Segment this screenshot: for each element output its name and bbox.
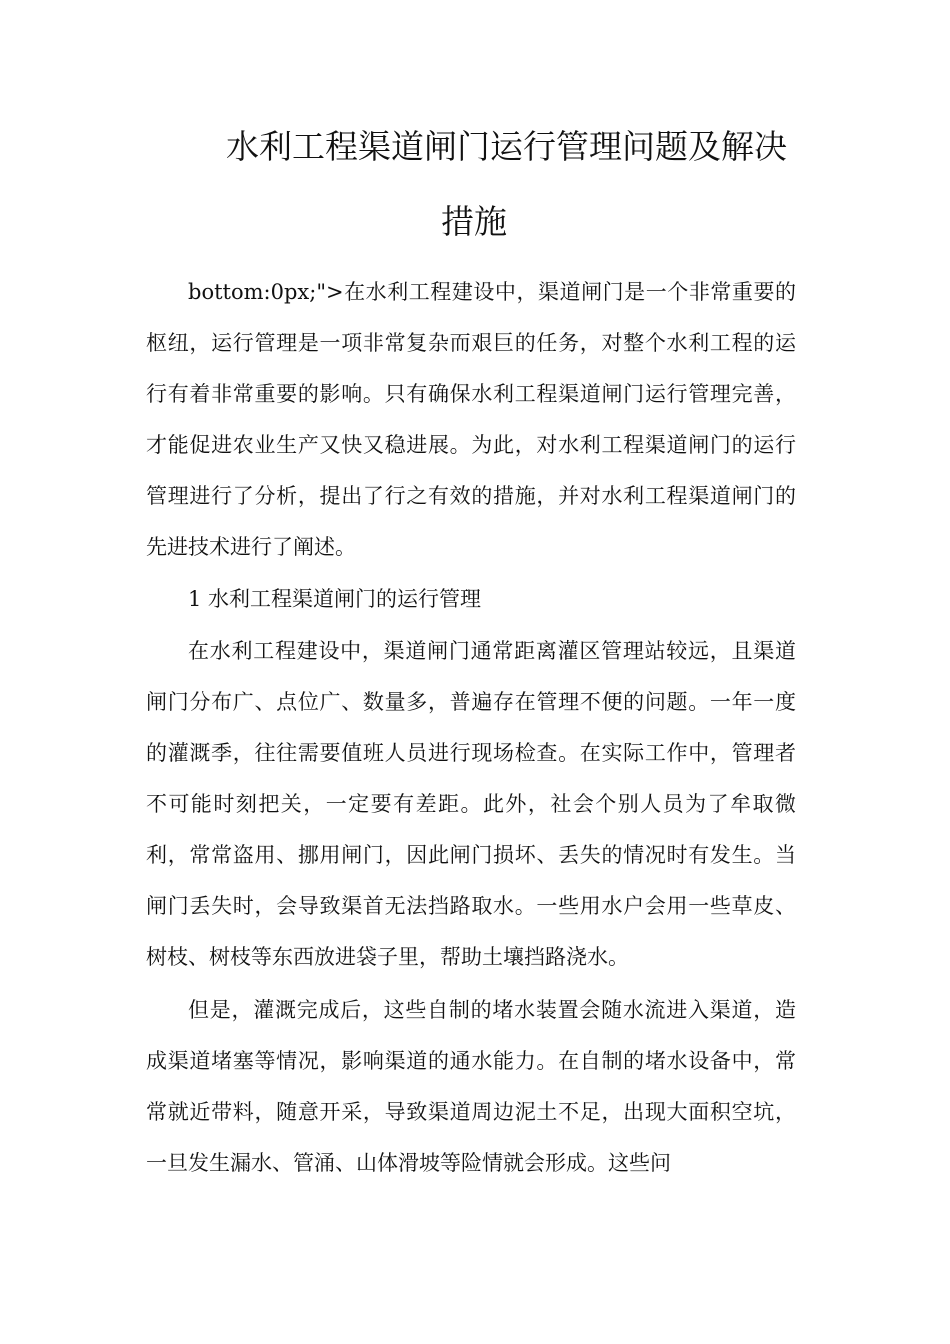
section-heading: 1 水利工程渠道闸门的运行管理 <box>188 587 482 611</box>
intro-paragraph-block <box>146 267 796 573</box>
paragraph-2-block <box>146 626 796 983</box>
section-heading-block <box>146 574 796 625</box>
intro-paragraph: bottom:0px;">在水利工程建设中，渠道闸门是一个非常重要的枢纽，运行管理是一项非常复杂而艰巨的任务，对整个水利工程的运行有着非常重要的影响。只有确保水利工程渠道闸门运行管理完善，才能促进农业生产又快又稳进展。为此，对水利工程渠道闸门的运行管理进行了分析，提出了行之有效的措施，并对水利工程渠道闸门的先进技术进行了阐述。 <box>146 280 796 559</box>
body-paragraph: 但是，灌溉完成后，这些自制的堵水装置会随水流进入渠道，造成渠道堵塞等情况，影响渠道的通水能力。在自制的堵水设备中，常常就近带料，随意开采，导致渠道周边泥土不足，出现大面积空坑，一旦发生漏水、管涌、山体滑坡等险情就会形成。这些问 <box>146 998 796 1175</box>
document-title-line-2: 措施 <box>441 202 507 241</box>
document-title-line-1: 水利工程渠道闸门运行管理问题及解决 <box>226 127 787 166</box>
body-paragraph: 在水利工程建设中，渠道闸门通常距离灌区管理站较远，且渠道闸门分布广、点位广、数量多，普遍存在管理不便的问题。一年一度的灌溉季，往往需要值班人员进行现场检查。在实际工作中，管理者不可能时刻把关，一定要有差距。此外，社会个别人员为了牟取微利，常常盗用、挪用闸门，因此闸门损坏、丢失的情况时有发生。当闸门丢失时，会导致渠首无法挡路取水。一些用水户会用一些草皮、树枝、树枝等东西放进袋子里，帮助土壤挡路浇水。 <box>146 639 796 969</box>
paragraph-3-block <box>146 985 796 1189</box>
